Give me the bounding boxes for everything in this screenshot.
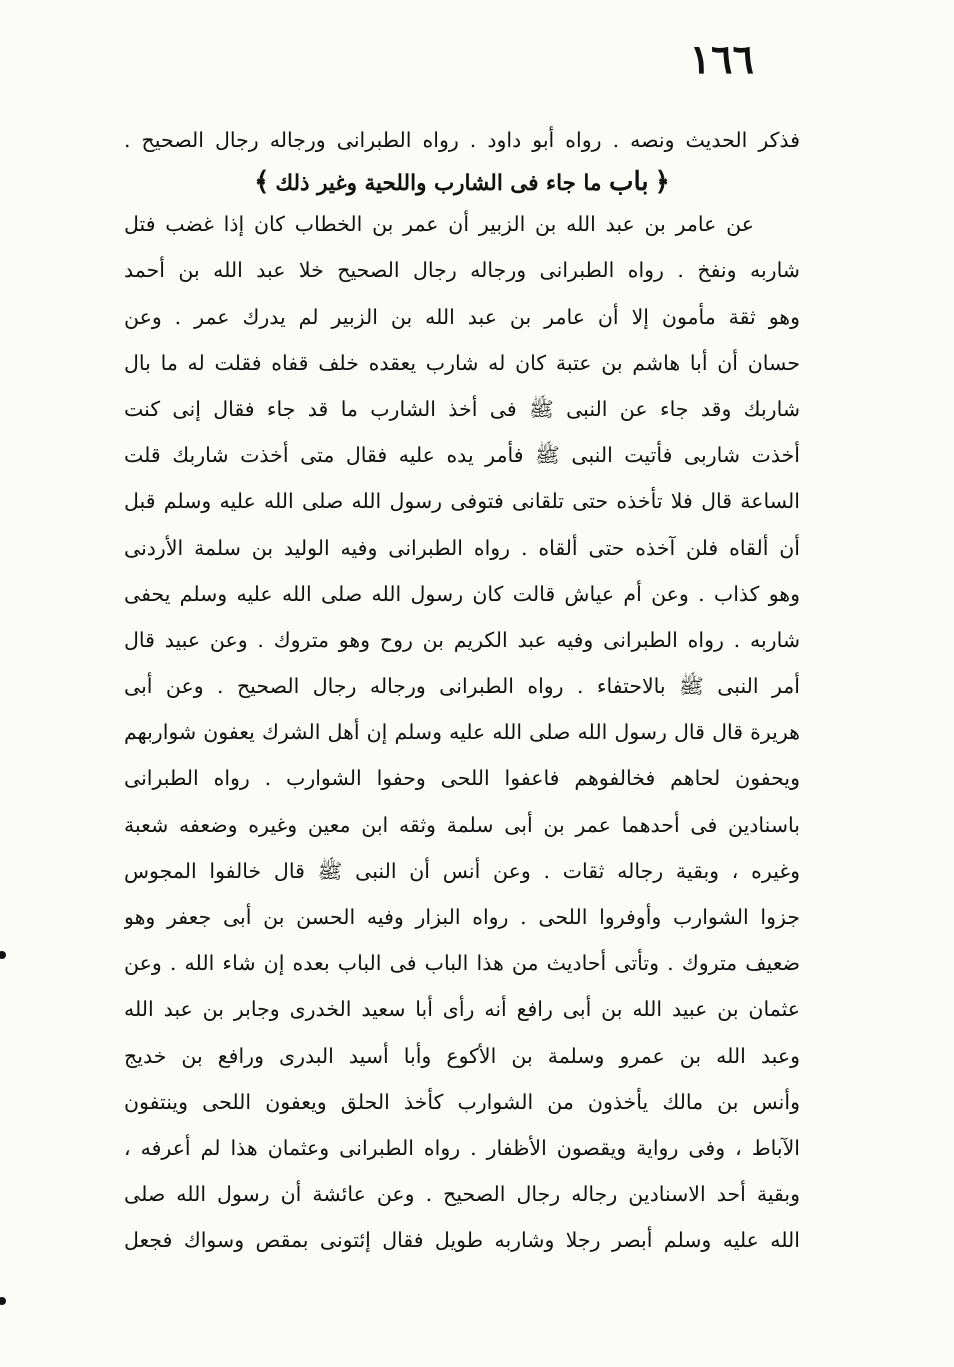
heading-bab: باب [609,167,649,198]
text-line: وبقية أحد الاسنادين رجاله رجال الصحيح . وعن عائشة أن رسول الله صلى [124,1182,800,1207]
text-line: ضعيف متروك . وتأتى أحاديث من هذا الباب فى الباب بعده إن شاء الله . وعن [124,951,800,976]
text-line: وهو كذاب . وعن أم عياش قالت كان رسول الله صلى الله عليه وسلم يحفى [124,581,800,606]
text-line: وغيره ، وبقية رجاله ثقات . وعن أنس أن النبى ﷺ قال خالفوا المجوس [124,858,800,883]
text-line: عن عامر بن عبد الله بن الزبير أن عمر بن الخطاب كان إذا غضب فتل [124,212,754,237]
text-line: شاربه . رواه الطبرانى وفيه عبد الكريم بن روح وهو متروك . وعن عبيد قال [124,627,800,652]
text-line: ويحفون لحاهم فخالفوهم فاعفوا اللحى وحفوا الشوارب . رواه الطبرانى [124,766,800,791]
text-line: شاربك وقد جاء عن النبى ﷺ فى أخذ الشارب ما قد جاء فقال إنى كنت [124,396,800,421]
text-line: وعبد الله بن عمرو وسلمة بن الأكوع وأبا أسيد البدرى ورافع بن خديج [124,1043,800,1068]
text-line: أمر النبى ﷺ بالاحتفاء . رواه الطبرانى ورجاله رجال الصحيح . وعن أبى [124,674,800,699]
text-line: الله عليه وسلم أبصر رجلا وشاربه طويل فقال إئتونى بمقص وسواك فجعل [124,1228,800,1253]
text-line: الآباط ، وفى رواية ويقصون الأظفار . رواه الطبرانى وعثمان هذا لم أعرفه ، [124,1135,800,1160]
text-line: جزوا الشوارب وأوفروا اللحى . رواه البزار وفيه الحسن بن أبى جعفر وهو [124,905,800,929]
text-line: وهو ثقة مأمون إلا أن عامر بن عبد الله بن الزبير لم يدرك عمر . وعن [124,304,800,329]
text-line: وأنس بن مالك يأخذون من الشوارب كأخذ الحلق ويعفون اللحى وينتفون [124,1089,800,1114]
scan-speck [0,951,6,959]
body-text [124,117,800,1264]
text-line: أن ألقاه فلن آخذه حتى ألقاه . رواه الطبرانى وفيه الوليد بن سلمة الأردنى [124,535,800,560]
page-number: ١٦٦ [689,36,754,83]
text-line: أخذت شاربى فأتيت النبى ﷺ فأمر يده عليه فقال متى أخذت شاربك قلت [124,443,800,468]
text-line: هريرة قال قال رسول الله صلى الله عليه وسلم إن أهل الشرك يعفون شواربهم [124,720,800,745]
text-line: شاربه ونفخ . رواه الطبرانى ورجاله رجال الصحيح خلا عبد الله بن أحمد [124,258,800,283]
text-line: عثمان بن عبيد الله بن أبى رافع أنه رأى أبا سعيد الخدرى وجابر بن عبد الله [124,997,800,1022]
heading-close-bracket: ﴾ [254,167,270,198]
heading-open-bracket: ﴿ [654,167,670,198]
heading-title: ما جاء فى الشارب واللحية وغير ذلك [275,171,602,197]
text-line: باسنادين فى أحدهما عمر بن أبى سلمة وثقه ابن معين وغيره وضعفه شعبة [124,812,800,837]
chapter-heading [124,163,800,201]
scan-speck [0,1297,6,1305]
text-line: فذكر الحديث ونصه . رواه أبو داود . رواه الطبرانى ورجاله رجال الصحيح . [124,128,800,152]
text-line: الساعة قال فلا تأخذه حتى تلقانى فتوفى رسول الله صلى الله عليه وسلم قبل [124,489,800,514]
text-line: حسان أن أبا هاشم بن عتبة كان له شارب يعقده خلف قفاه فقلت له ما بال [124,350,800,375]
